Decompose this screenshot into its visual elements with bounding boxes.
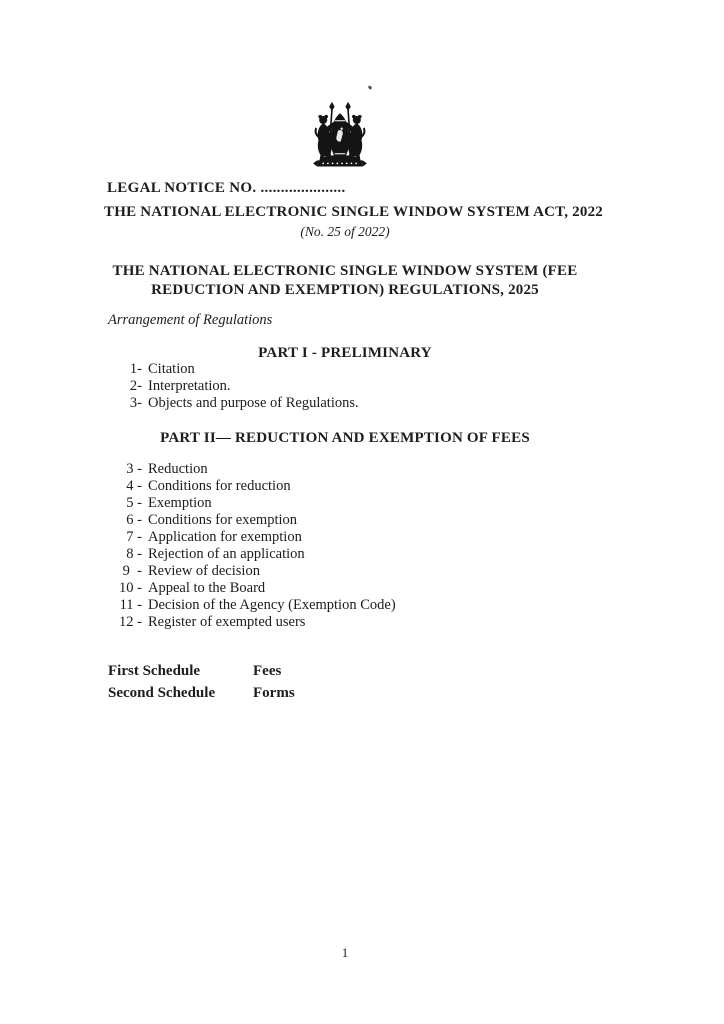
item-label: Interpretation. [148,378,231,394]
arrangement-of-regulations-label: Arrangement of Regulations [108,312,273,328]
item-number: 5 - [126,495,142,511]
item-number: 3 - [126,461,142,477]
list-item [104,512,586,529]
part-2-heading: PART II— REDUCTION AND EXEMPTION OF FEES [160,430,530,446]
item-number: 12 - [119,614,142,630]
schedule-content: Fees [253,663,282,679]
act-title: THE NATIONAL ELECTRONIC SINGLE WINDOW SYSTEM ACT, 2022 [104,204,603,220]
regulations-title-line-2: REDUCTION AND EXEMPTION) REGULATIONS, 2025 [151,282,539,298]
act-number: (No. 25 of 2022) [300,224,390,239]
item-label: Application for exemption [148,529,302,545]
item-number: 8 - [126,546,142,562]
list-item [104,395,586,412]
item-number: 9 - [122,563,142,579]
item-number: 4 - [126,478,142,494]
item-number: 6 - [126,512,142,528]
item-label: Register of exempted users [148,614,306,630]
schedule-name: First Schedule [108,663,201,679]
item-number: 11 - [119,597,142,613]
item-label: Decision of the Agency (Exemption Code) [148,597,396,613]
list-item [104,461,586,478]
list-item [104,597,586,614]
schedule-name: Second Schedule [108,684,216,701]
list-item [104,378,586,395]
item-number: 10 - [119,580,142,596]
item-label: Rejection of an application [148,546,305,562]
regulations-title-line-1: THE NATIONAL ELECTRONIC SINGLE WINDOW SYSTEM (FEE [112,263,578,279]
item-label: Reduction [148,461,208,477]
part-2-item-list [104,461,586,631]
item-label: Objects and purpose of Regulations. [148,395,359,411]
list-item [104,614,586,631]
part-1-heading: PART I - PRELIMINARY [258,345,432,361]
legal-notice-number: LEGAL NOTICE NO. ..................... [107,180,346,196]
list-item [104,495,586,512]
item-number: 1- [129,361,142,377]
list-item [104,563,586,580]
document-content [104,0,603,1024]
item-number: 2- [129,378,142,394]
list-item [104,361,586,378]
item-number: 7 - [126,529,142,545]
item-label: Appeal to the Board [148,580,266,596]
item-label: Exemption [148,495,212,511]
list-item [104,478,586,495]
item-label: Conditions for exemption [148,512,298,528]
regulations-title [104,262,586,300]
item-label: Citation [148,361,195,377]
list-item [104,546,586,563]
part-1-item-list [104,361,586,412]
list-item [104,529,586,546]
item-number: 3- [129,395,142,411]
list-item [104,580,586,597]
schedule-content: Forms [253,684,295,701]
item-label: Conditions for reduction [148,478,291,494]
page-number: 1 [341,945,349,960]
item-label: Review of decision [148,563,260,579]
